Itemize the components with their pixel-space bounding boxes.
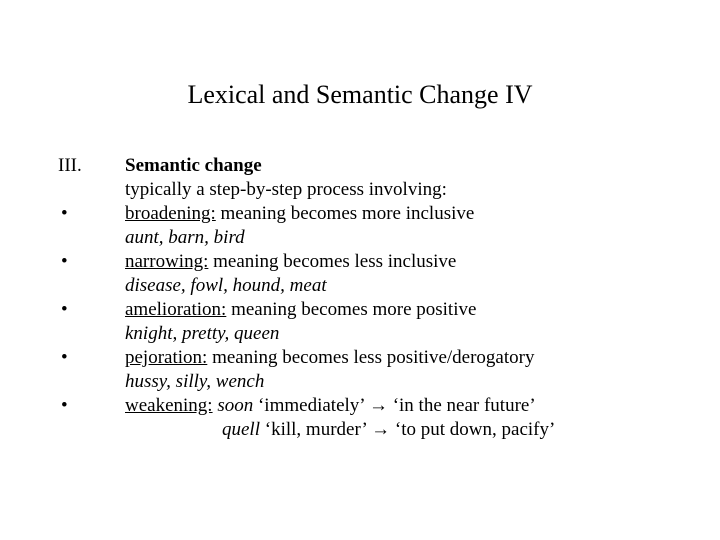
- examples-pejoration: hussy, silly, wench: [125, 371, 265, 392]
- bullet-icon: •: [61, 299, 68, 320]
- term-narrowing: narrowing:: [125, 251, 209, 272]
- examples-broadening: aunt, barn, bird: [125, 227, 245, 248]
- section-intro: typically a step-by-step process involving:: [125, 179, 447, 200]
- definition-narrowing: meaning becomes less inclusive: [208, 251, 457, 272]
- section-number: III.: [58, 155, 82, 176]
- examples-amelioration: knight, pretty, queen: [125, 323, 280, 344]
- term-broadening: broadening:: [125, 203, 216, 224]
- bullet-icon: •: [61, 395, 68, 416]
- slide-title: Lexical and Semantic Change IV: [187, 80, 533, 109]
- bullet-icon: •: [61, 251, 68, 272]
- term-weakening: weakening:: [125, 395, 213, 416]
- example-gloss-soon: ‘immediately’ → ‘in the near future’: [253, 395, 536, 416]
- section-heading: Semantic change: [125, 155, 262, 176]
- bullet-icon: •: [61, 203, 68, 224]
- weakening-second-example: [222, 418, 555, 442]
- definition-amelioration: meaning becomes more positive: [226, 299, 477, 320]
- definition-broadening: meaning becomes more inclusive: [215, 203, 475, 224]
- list-item-narrowing: [125, 250, 456, 274]
- list-item-broadening: [125, 202, 474, 226]
- list-item-pejoration: [125, 346, 534, 370]
- example-word-quell: quell: [222, 419, 260, 440]
- examples-narrowing: disease, fowl, hound, meat: [125, 275, 327, 296]
- definition-pejoration: meaning becomes less positive/derogatory: [207, 347, 535, 368]
- example-word-soon: soon: [217, 395, 254, 416]
- term-amelioration: amelioration:: [125, 299, 227, 320]
- list-item-amelioration: [125, 298, 476, 322]
- term-pejoration: pejoration:: [125, 347, 208, 368]
- list-item-weakening: [125, 394, 536, 418]
- example-gloss-quell: ‘kill, murder’ → ‘to put down, pacify’: [260, 419, 556, 440]
- bullet-icon: •: [61, 347, 68, 368]
